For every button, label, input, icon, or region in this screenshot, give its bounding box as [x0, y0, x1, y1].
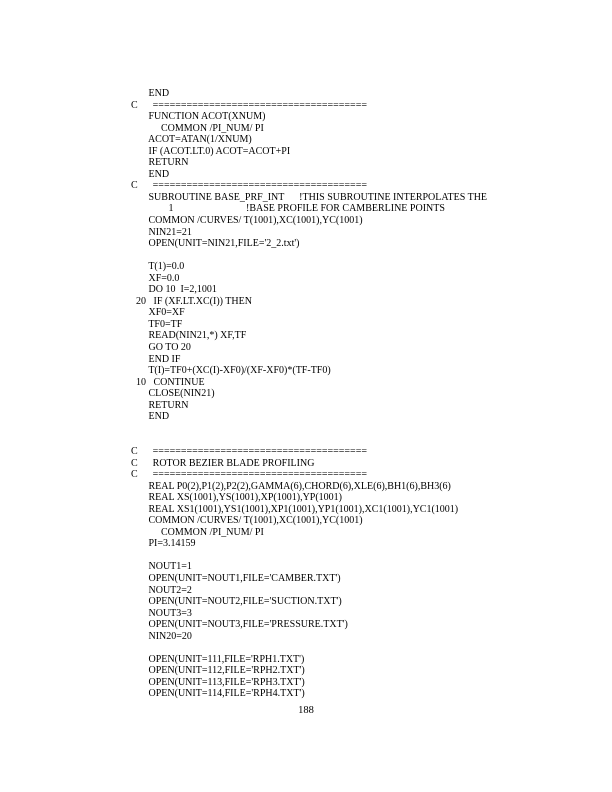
code-line: END	[131, 411, 170, 423]
code-line: FUNCTION ACOT(XNUM)	[131, 111, 266, 123]
code-line: RETURN	[131, 399, 189, 411]
code-line: OPEN(UNIT=113,FILE='RPH3.TXT')	[131, 676, 305, 688]
code-line: T(I)=TF0+(XC(I)-XF0)/(XF-XF0)*(TF-TF0)	[131, 365, 331, 377]
code-line: TF0=TF	[131, 318, 183, 330]
code-line: C ======================================	[131, 99, 367, 111]
code-line: END	[131, 168, 170, 180]
code-line	[131, 434, 487, 446]
code-line: REAL XS(1001),YS(1001),XP(1001),YP(1001)	[131, 492, 343, 504]
code-line: RETURN	[131, 157, 189, 169]
code-line	[131, 423, 487, 435]
code-line: 1 !BASE PROFILE FOR CAMBERLINE POINTS	[131, 203, 445, 215]
code-line: READ(NIN21,*) XF,TF	[131, 330, 247, 342]
code-line: 10 CONTINUE	[131, 376, 205, 388]
code-line: C ======================================	[131, 469, 367, 481]
code-line: OPEN(UNIT=NOUT2,FILE='SUCTION.TXT')	[131, 596, 342, 608]
code-line: COMMON /PI_NUM/ PI	[131, 122, 264, 134]
code-line: COMMON /CURVES/ T(1001),XC(1001),YC(1001)	[131, 515, 363, 527]
code-line: NIN21=21	[131, 226, 192, 238]
code-line: NOUT1=1	[131, 561, 192, 573]
code-line	[131, 550, 487, 562]
code-line: XF0=XF	[131, 307, 185, 319]
code-line: END	[131, 88, 170, 99]
code-line: OPEN(UNIT=114,FILE='RPH4.TXT')	[131, 688, 305, 700]
code-line: DO 10 I=2,1001	[131, 284, 217, 296]
code-line: OPEN(UNIT=111,FILE='RPH1.TXT')	[131, 653, 305, 665]
code-line: 20 IF (XF.LT.XC(I)) THEN	[131, 295, 252, 307]
code-line: REAL XS1(1001),YS1(1001),XP1(1001),YP1(1001),XC1(1001),YC1(1001)	[131, 503, 459, 515]
code-line: C ======================================	[131, 180, 367, 192]
code-line: COMMON /CURVES/ T(1001),XC(1001),YC(1001)	[131, 215, 363, 227]
code-line: PI=3.14159	[131, 538, 196, 550]
code-line: OPEN(UNIT=NIN21,FILE='2_2.txt')	[131, 238, 300, 250]
code-line: T(1)=0.0	[131, 261, 185, 273]
code-line: END IF	[131, 353, 181, 365]
code-line: SUBROUTINE BASE_PRF_INT !THIS SUBROUTINE INTERPOLATES THE	[131, 191, 488, 203]
code-line: IF (ACOT.LT.0) ACOT=ACOT+PI	[131, 145, 291, 157]
code-line: NOUT2=2	[131, 584, 192, 596]
code-line: OPEN(UNIT=NOUT1,FILE='CAMBER.TXT')	[131, 572, 341, 584]
code-line: OPEN(UNIT=112,FILE='RPH2.TXT')	[131, 665, 305, 677]
code-line: OPEN(UNIT=NOUT3,FILE='PRESSURE.TXT')	[131, 619, 348, 631]
code-listing	[131, 88, 487, 700]
code-line: REAL P0(2),P1(2),P2(2),GAMMA(6),CHORD(6),XLE(6),BH1(6),BH3(6)	[131, 480, 451, 492]
code-line: GO TO 20	[131, 342, 191, 354]
code-line: C ======================================	[131, 445, 367, 457]
page-number: 188	[298, 705, 314, 716]
code-line	[131, 250, 487, 262]
code-line: COMMON /PI_NUM/ PI	[131, 526, 264, 538]
code-line: C ROTOR BEZIER BLADE PROFILING	[131, 457, 315, 469]
code-line: NOUT3=3	[131, 607, 192, 619]
code-line: XF=0.0	[131, 272, 180, 284]
code-line: ACOT=ATAN(1/XNUM)	[131, 134, 252, 146]
code-line	[131, 642, 487, 654]
code-line: NIN20=20	[131, 630, 192, 642]
code-line: CLOSE(NIN21)	[131, 388, 215, 400]
